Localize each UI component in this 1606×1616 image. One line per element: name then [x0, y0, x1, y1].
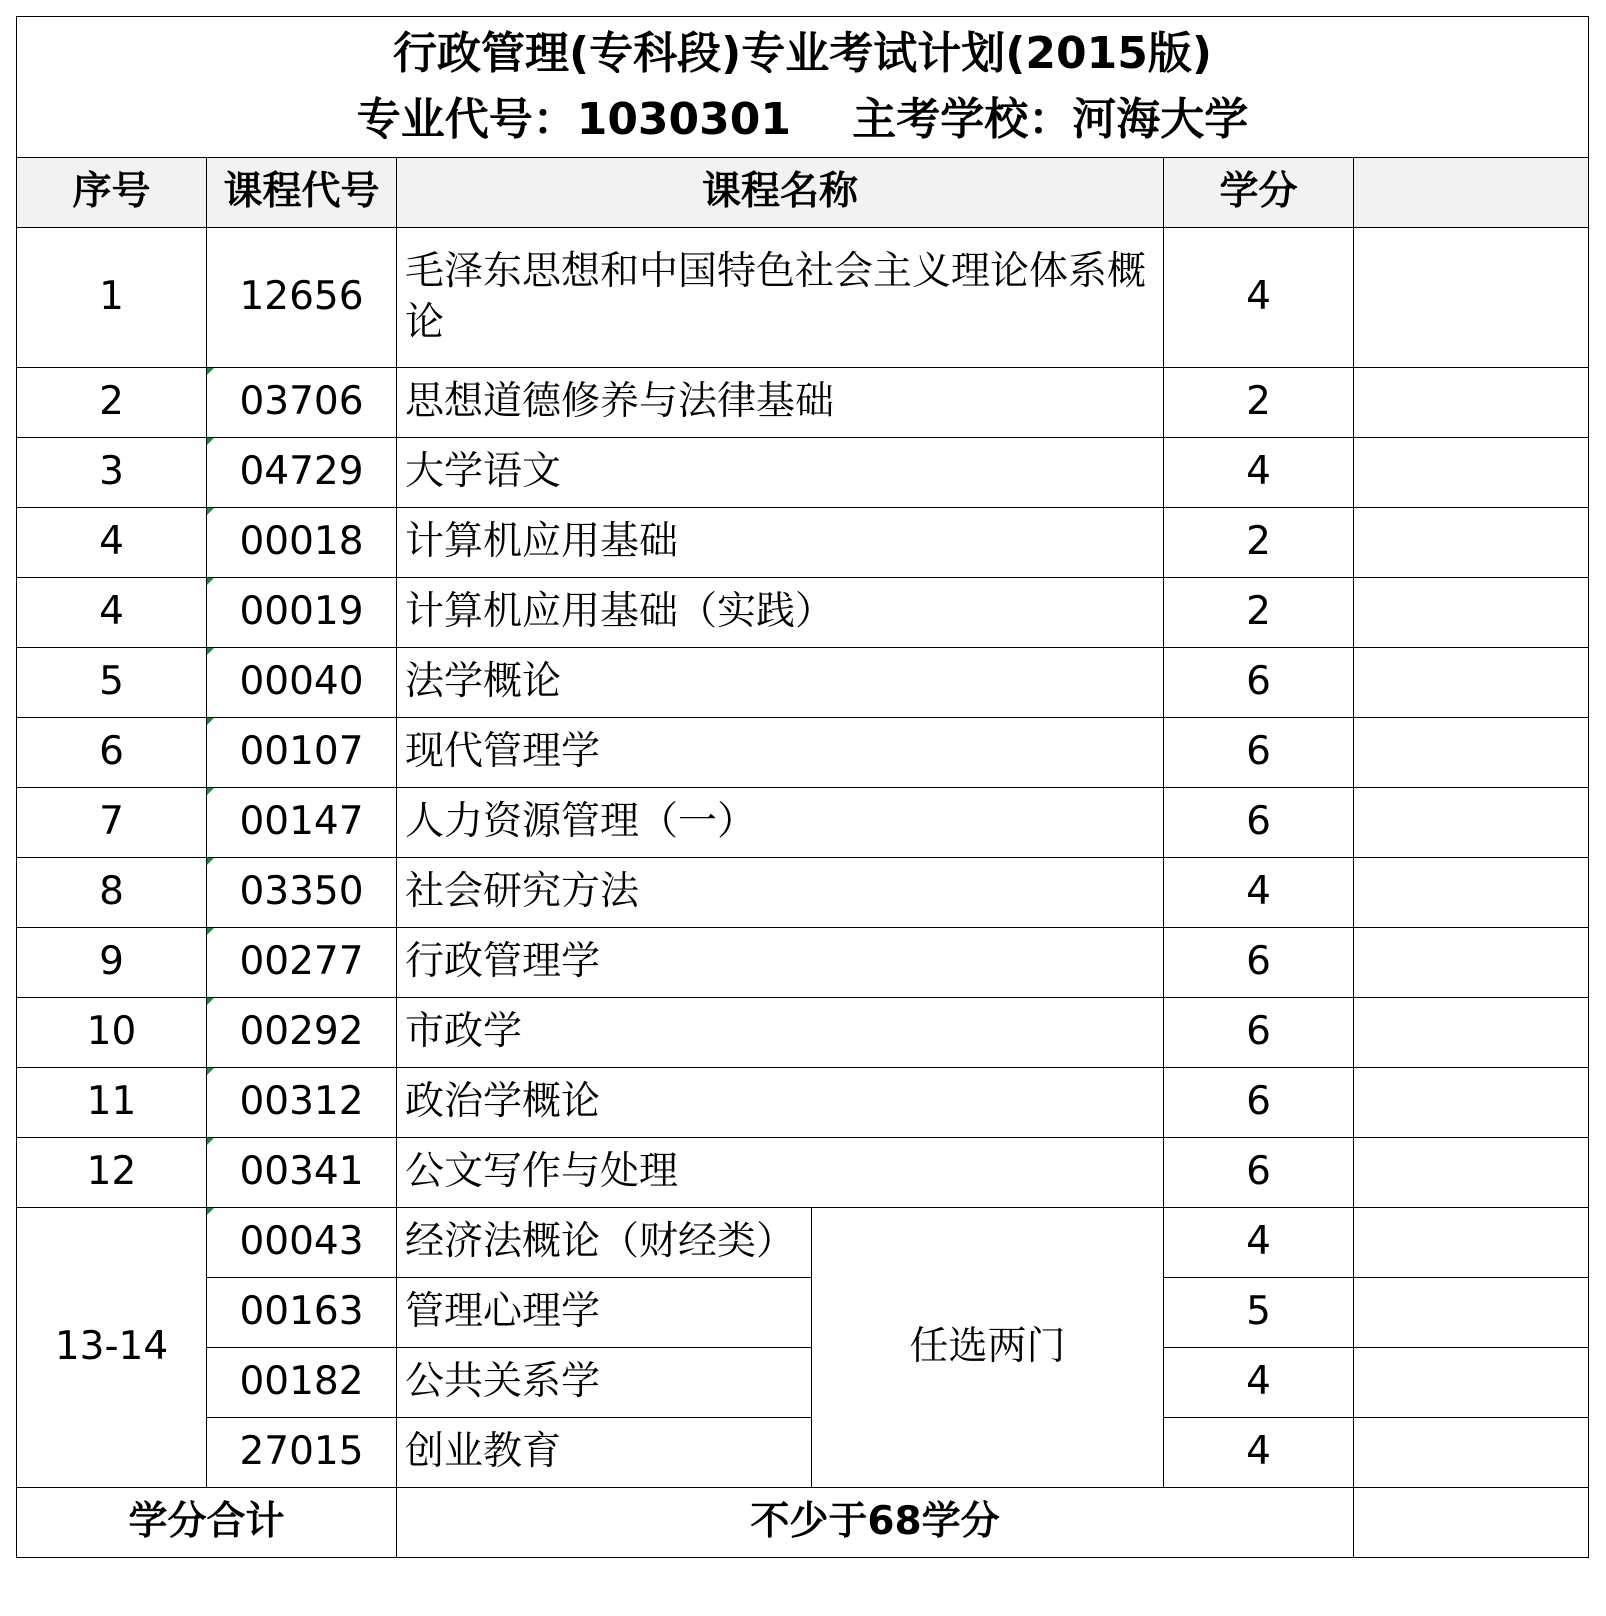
course-name: 现代管理学 — [397, 718, 1164, 788]
course-seq: 5 — [17, 648, 207, 718]
course-name: 公文写作与处理 — [397, 1138, 1164, 1208]
course-code — [207, 1138, 397, 1208]
course-code — [207, 998, 397, 1068]
course-code-text: 00018 — [239, 519, 364, 565]
course-credit: 6 — [1164, 928, 1354, 998]
table-row — [17, 508, 1589, 578]
elective-remark — [1354, 1348, 1589, 1418]
course-remark — [1354, 928, 1589, 998]
course-code — [207, 1278, 397, 1348]
cell-marker — [207, 648, 214, 655]
course-code — [207, 718, 397, 788]
header-row — [17, 158, 1589, 228]
course-code-text: 03706 — [239, 379, 364, 425]
course-code — [207, 368, 397, 438]
course-code — [207, 648, 397, 718]
course-code-text: 00163 — [239, 1289, 364, 1335]
course-credit: 6 — [1164, 718, 1354, 788]
course-code-text: 00043 — [239, 1219, 364, 1265]
header-credit: 学分 — [1164, 158, 1354, 228]
course-code-text: 00107 — [239, 729, 364, 775]
course-name: 社会研究方法 — [397, 858, 1164, 928]
total-label: 学分合计 — [17, 1488, 397, 1558]
table-row — [17, 438, 1589, 508]
table-row — [17, 858, 1589, 928]
course-name: 毛泽东思想和中国特色社会主义理论体系概论 — [397, 228, 1164, 368]
course-code-text: 00040 — [239, 659, 364, 705]
course-code-text: 00277 — [239, 939, 364, 985]
course-name: 计算机应用基础 — [397, 508, 1164, 578]
header-seq: 序号 — [17, 158, 207, 228]
cell-marker — [207, 1208, 214, 1215]
course-code-text: 00147 — [239, 799, 364, 845]
course-remark — [1354, 508, 1589, 578]
course-seq: 11 — [17, 1068, 207, 1138]
course-remark — [1354, 648, 1589, 718]
course-credit: 6 — [1164, 1138, 1354, 1208]
cell-marker — [207, 578, 214, 585]
total-remark — [1354, 1488, 1589, 1558]
table-title — [17, 17, 1589, 158]
course-credit: 2 — [1164, 368, 1354, 438]
course-seq: 4 — [17, 508, 207, 578]
course-seq: 4 — [17, 578, 207, 648]
cell-marker — [207, 368, 214, 375]
elective-name: 经济法概论（财经类） — [397, 1208, 812, 1278]
elective-note: 任选两门 — [812, 1208, 1164, 1488]
course-code-text: 00019 — [239, 589, 364, 635]
course-remark — [1354, 1138, 1589, 1208]
title-line-1: 行政管理(专科段)专业考试计划(2015版) — [393, 28, 1212, 79]
course-seq: 10 — [17, 998, 207, 1068]
course-seq: 3 — [17, 438, 207, 508]
elective-name: 创业教育 — [397, 1418, 812, 1488]
table-row — [17, 718, 1589, 788]
course-code — [207, 1068, 397, 1138]
course-name: 大学语文 — [397, 438, 1164, 508]
course-code — [207, 578, 397, 648]
course-code — [207, 508, 397, 578]
cell-marker — [207, 858, 214, 865]
course-code — [207, 228, 397, 368]
course-name: 行政管理学 — [397, 928, 1164, 998]
course-code-text: 04729 — [239, 449, 364, 495]
table-row — [17, 578, 1589, 648]
course-code-text: 27015 — [239, 1429, 364, 1475]
course-remark — [1354, 228, 1589, 368]
table-row — [17, 928, 1589, 998]
cell-marker — [207, 998, 214, 1005]
cell-marker — [207, 718, 214, 725]
course-seq: 12 — [17, 1138, 207, 1208]
table-row — [17, 1138, 1589, 1208]
table-row — [17, 998, 1589, 1068]
table-row — [17, 1068, 1589, 1138]
course-name: 人力资源管理（一） — [397, 788, 1164, 858]
course-remark — [1354, 438, 1589, 508]
elective-remark — [1354, 1418, 1589, 1488]
course-seq: 7 — [17, 788, 207, 858]
elective-rows — [17, 1208, 1589, 1488]
elective-name: 公共关系学 — [397, 1348, 812, 1418]
course-credit: 6 — [1164, 998, 1354, 1068]
title-row — [17, 17, 1589, 158]
table-row — [17, 788, 1589, 858]
exam-plan-table — [16, 16, 1589, 1558]
course-name: 法学概论 — [397, 648, 1164, 718]
course-code-text: 00292 — [239, 1009, 364, 1055]
elective-credit: 5 — [1164, 1278, 1354, 1348]
course-credit: 6 — [1164, 788, 1354, 858]
course-code — [207, 438, 397, 508]
table-row — [17, 1348, 1589, 1418]
course-remark — [1354, 858, 1589, 928]
course-code — [207, 1348, 397, 1418]
course-code-text: 00182 — [239, 1359, 364, 1405]
course-code-text: 00312 — [239, 1079, 364, 1125]
elective-remark — [1354, 1208, 1589, 1278]
header-code: 课程代号 — [207, 158, 397, 228]
course-code-text: 12656 — [239, 274, 364, 320]
course-seq: 8 — [17, 858, 207, 928]
table-row — [17, 1278, 1589, 1348]
course-credit: 4 — [1164, 858, 1354, 928]
course-rows — [17, 228, 1589, 1208]
course-name: 思想道德修养与法律基础 — [397, 368, 1164, 438]
table-row — [17, 648, 1589, 718]
exam-plan-sheet — [16, 16, 1589, 1558]
course-code — [207, 858, 397, 928]
elective-credit: 4 — [1164, 1418, 1354, 1488]
cell-marker — [207, 438, 214, 445]
course-code — [207, 788, 397, 858]
course-credit: 6 — [1164, 1068, 1354, 1138]
course-remark — [1354, 788, 1589, 858]
cell-marker — [207, 788, 214, 795]
elective-name: 管理心理学 — [397, 1278, 812, 1348]
course-name: 政治学概论 — [397, 1068, 1164, 1138]
table-row — [17, 228, 1589, 368]
total-row — [17, 1488, 1589, 1558]
cell-marker — [207, 1068, 214, 1075]
course-remark — [1354, 998, 1589, 1068]
course-credit: 2 — [1164, 578, 1354, 648]
cell-marker — [207, 508, 214, 515]
cell-marker — [207, 1138, 214, 1145]
elective-credit: 4 — [1164, 1348, 1354, 1418]
course-credit: 4 — [1164, 438, 1354, 508]
course-credit: 6 — [1164, 648, 1354, 718]
header-name: 课程名称 — [397, 158, 1164, 228]
course-remark — [1354, 1068, 1589, 1138]
elective-seq: 13-14 — [17, 1208, 207, 1488]
total-value: 不少于68学分 — [397, 1488, 1354, 1558]
table-row — [17, 1208, 1589, 1278]
header-remark — [1354, 158, 1589, 228]
course-name: 市政学 — [397, 998, 1164, 1068]
course-seq: 1 — [17, 228, 207, 368]
course-code-text: 03350 — [239, 869, 364, 915]
elective-remark — [1354, 1278, 1589, 1348]
course-code — [207, 928, 397, 998]
course-remark — [1354, 718, 1589, 788]
course-seq: 9 — [17, 928, 207, 998]
course-name: 计算机应用基础（实践） — [397, 578, 1164, 648]
course-code — [207, 1208, 397, 1278]
title-line-2: 专业代号：1030301 主考学校：河海大学 — [356, 94, 1249, 145]
course-credit: 2 — [1164, 508, 1354, 578]
course-code-text: 00341 — [239, 1149, 364, 1195]
cell-marker — [207, 928, 214, 935]
course-credit: 4 — [1164, 228, 1354, 368]
course-remark — [1354, 578, 1589, 648]
course-code — [207, 1418, 397, 1488]
course-seq: 6 — [17, 718, 207, 788]
course-seq: 2 — [17, 368, 207, 438]
table-row — [17, 368, 1589, 438]
course-remark — [1354, 368, 1589, 438]
elective-credit: 4 — [1164, 1208, 1354, 1278]
table-row — [17, 1418, 1589, 1488]
